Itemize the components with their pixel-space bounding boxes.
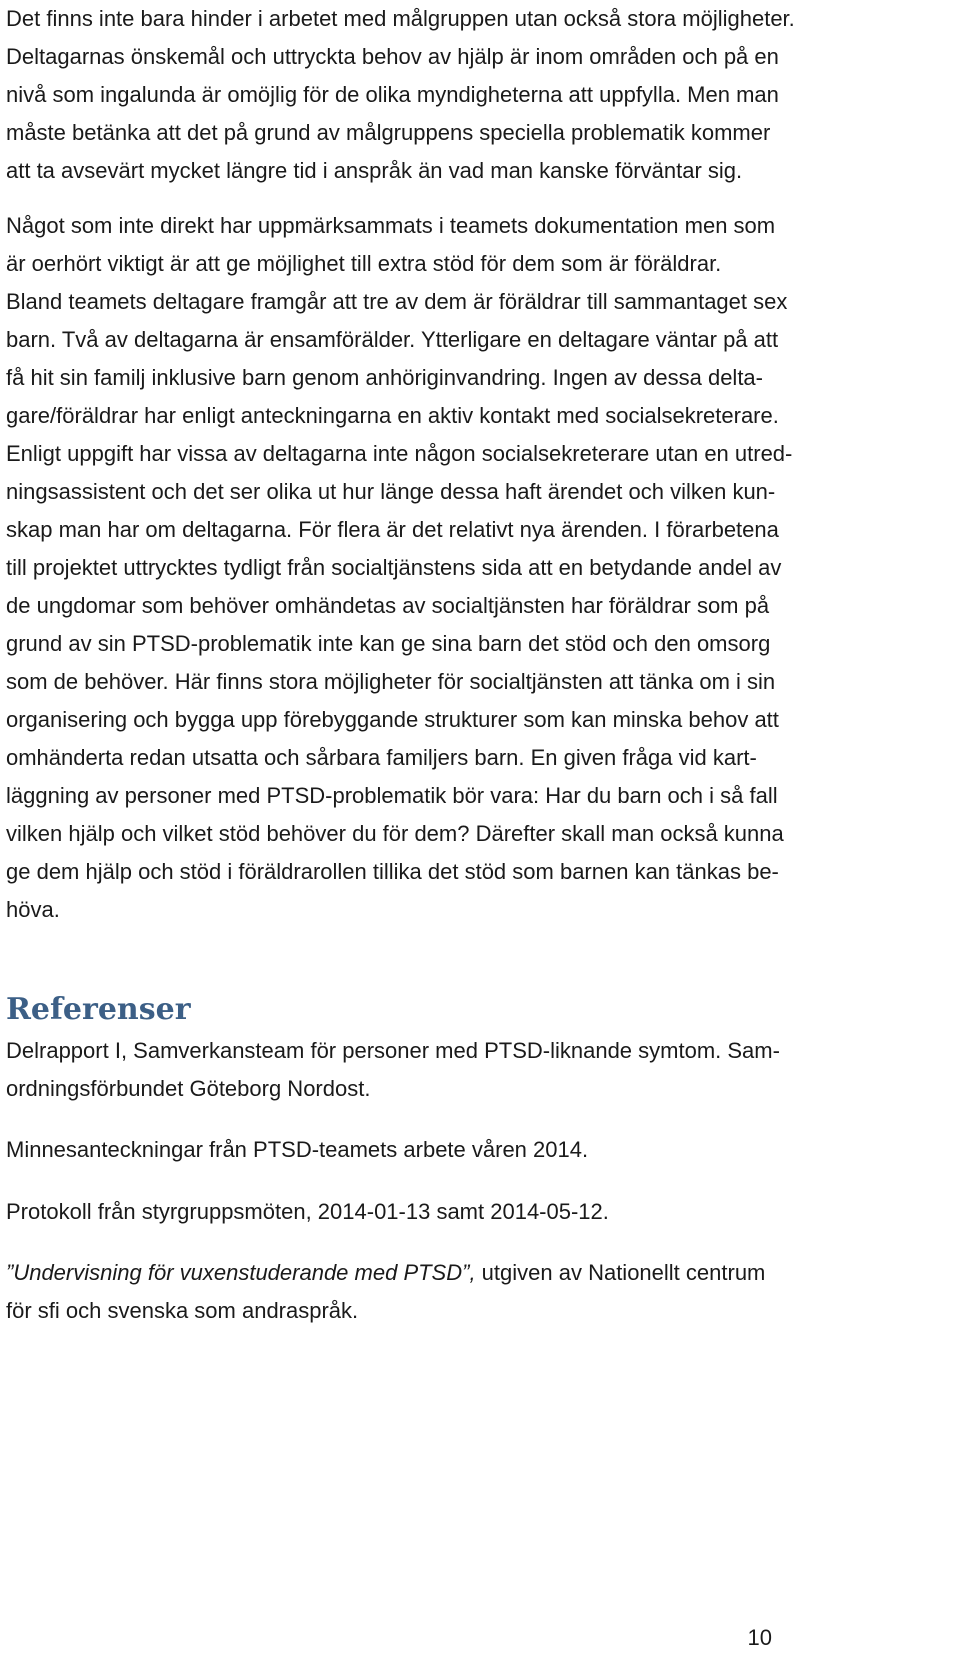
page-number: 10 (747, 1625, 772, 1650)
reference-3: Protokoll från styrgruppsmöten, 2014-01-13 samt 2014-05-12. (6, 1199, 609, 1224)
reference-2: Minnesanteckningar från PTSD-teamets arbete våren 2014. (6, 1137, 589, 1162)
reference-4 (6, 1254, 951, 1330)
references-heading: Referenser (6, 992, 191, 1027)
reference-4-title: ”Undervisning för vuxenstuderande med PTSD”, (6, 1260, 476, 1285)
reference-1: Delrapport I, Samverkansteam för personer med PTSD-liknande symtom. Sam- ordningsförbundet Göteborg Nordost. (6, 1038, 780, 1101)
body-paragraph-1: Det finns inte bara hinder i arbetet med målgruppen utan också stora möjligheter. Deltagarnas önskemål och uttryckta behov av hjälp är inom områden och på en nivå som ingalunda är omöjlig för de olika myndigheterna att uppfylla. Men man måste betänka att det på grund av målgruppens speciella problematik kommer att ta avsevärt mycket längre tid i anspråk än vad man kanske förväntar sig. (6, 6, 795, 183)
reference-4-publisher: utgiven av Nationellt centrum för sfi och svenska som andraspråk. (6, 1260, 766, 1323)
body-paragraph-2: Något som inte direkt har uppmärksammats i teamets dokumentation men som är oerhört viktigt är att ge möjlighet till extra stöd för dem som är föräldrar. Bland teamets deltagare framgår att tre av dem är föräldrar till sammantaget sex barn. Två av deltagarna är ensamförälder. Ytterligare en deltagare väntar på att få hit sin familj inklusive barn genom anhöriginvandring. Ingen av dessa delta- gare/föräldrar har enligt anteckningarna en aktiv kontakt med socialsekreterare. Enligt uppgift har vissa av deltagarna inte någon socialsekreterare utan en utred- ningsassistent och det ser olika ut hur länge dessa haft ärendet och vilken kun- skap man har om deltagarna. För flera är det relativt nya ärenden. I förarbetena till projektet uttrycktes tydligt från socialtjänstens sida att en betydande andel av de ungdomar som behöver omhändetas av socialtjänsten har föräldrar som på grund av sin PTSD-problematik inte kan ge sina barn det stöd och den omsorg som de behöver. Här finns stora möjligheter för socialtjänsten att tänka om i sin organisering och bygga upp förebyggande strukturer som kan minska behov att omhänderta redan utsatta och sårbara familjers barn. En given fråga vid kart- läggning av personer med PTSD-problematik bör vara: Har du barn och i så fall vilken hjälp och vilket stöd behöver du för dem? Därefter skall man också kunna ge dem hjälp och stöd i föräldrarollen tillika det stöd som barnen kan tänkas be- höva. (6, 213, 793, 922)
